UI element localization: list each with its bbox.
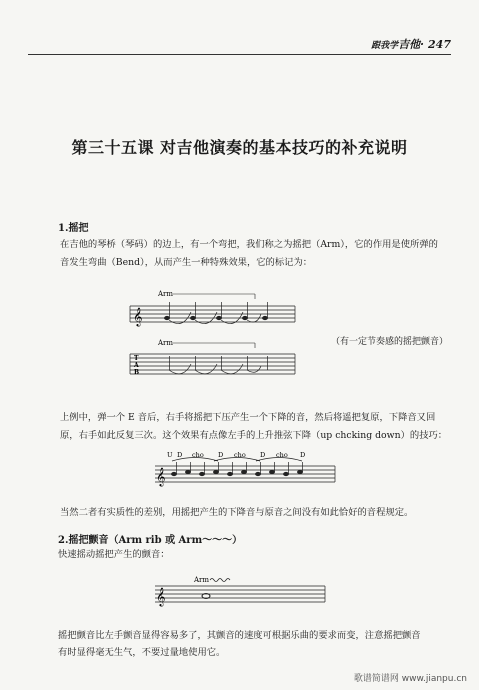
section1-after-line2: 原，右手如此反复三次。这个效果有点像左手的上升推弦下降（up chcking down）的技巧： bbox=[60, 430, 448, 441]
section1-para-line2: 音发生弯曲（Bend），从而产生一种特殊效果，它的标记为： bbox=[60, 257, 313, 268]
bend-label-cho3: cho bbox=[276, 451, 288, 459]
bend-label-d1: D bbox=[177, 451, 183, 459]
bend-notation-figure bbox=[150, 448, 340, 494]
arm-notation-figure bbox=[125, 286, 305, 384]
tab-letter-t: T bbox=[134, 355, 139, 362]
bend-label-cho1: cho bbox=[192, 451, 204, 459]
section2-subline: 快速摇动摇把产生的颤音： bbox=[58, 549, 170, 560]
bend-label-d2: D bbox=[218, 451, 224, 459]
running-header bbox=[371, 36, 451, 52]
vibrato-notation-figure bbox=[150, 572, 330, 612]
arm-notation-caption: （有一定节奏感的摇把颤音） bbox=[331, 337, 449, 347]
section2-para-line2: 有时显得毫无生气，不要过量地使用它。 bbox=[58, 647, 226, 658]
header-small: 跟我学 bbox=[371, 41, 399, 51]
tab-notes bbox=[169, 356, 268, 374]
bend-label-d4: D bbox=[300, 451, 306, 459]
treble-clef-icon-2: 𝄞 bbox=[156, 467, 166, 486]
section1-heading: 1.摇把 bbox=[58, 223, 89, 234]
vibrato-wave-icon bbox=[210, 579, 230, 582]
section1-compare-line: 当然二者有实质性的差别，用摇把产生的下降音与原音之间没有如此恰好的音程规定。 bbox=[60, 507, 414, 518]
bend-label-u: U bbox=[167, 451, 173, 459]
page-title: 第三十五课 对吉他演奏的基本技巧的补充说明 bbox=[71, 138, 408, 157]
arm-label-tab: Arm bbox=[158, 339, 174, 347]
bend-label-cho2: cho bbox=[234, 451, 246, 459]
section1-after-line1: 上例中，弹一个 E 音后，右手将摇把下压产生一个下降的音，然后将遥把复原，下降音又回 bbox=[60, 412, 436, 423]
arm-label-vibrato: Arm bbox=[194, 576, 210, 584]
staff-notes bbox=[164, 302, 267, 324]
section2-heading: 2.摇把颤音（Arm rib 或 Arm～～～） bbox=[58, 535, 243, 546]
tab-letter-a: A bbox=[134, 362, 139, 369]
treble-clef-icon-3: 𝄞 bbox=[156, 587, 166, 606]
section1-para-line1: 在吉他的琴桥（琴码）的边上，有一个弯把，我们称之为摇把（Arm），它的作用是使所弹的 bbox=[60, 239, 438, 250]
header-brand: 吉他· bbox=[398, 38, 425, 51]
treble-clef-icon: 𝄞 bbox=[133, 307, 143, 326]
tab-letter-b: B bbox=[134, 369, 140, 376]
arm-label-staff: Arm bbox=[158, 290, 174, 298]
watermark-footer: 歌谱简谱网 www.jianpu.cn bbox=[353, 674, 467, 684]
header-rule bbox=[28, 54, 451, 55]
section2-para-line1: 摇把颤音比左手颤音显得容易多了，其颤音的速度可根据乐曲的要求而变，注意摇把颤音 bbox=[58, 630, 421, 641]
bend-label-d3: D bbox=[260, 451, 266, 459]
tab-lines bbox=[130, 354, 295, 374]
page-number: 247 bbox=[428, 38, 451, 51]
bend-notes bbox=[171, 458, 302, 476]
